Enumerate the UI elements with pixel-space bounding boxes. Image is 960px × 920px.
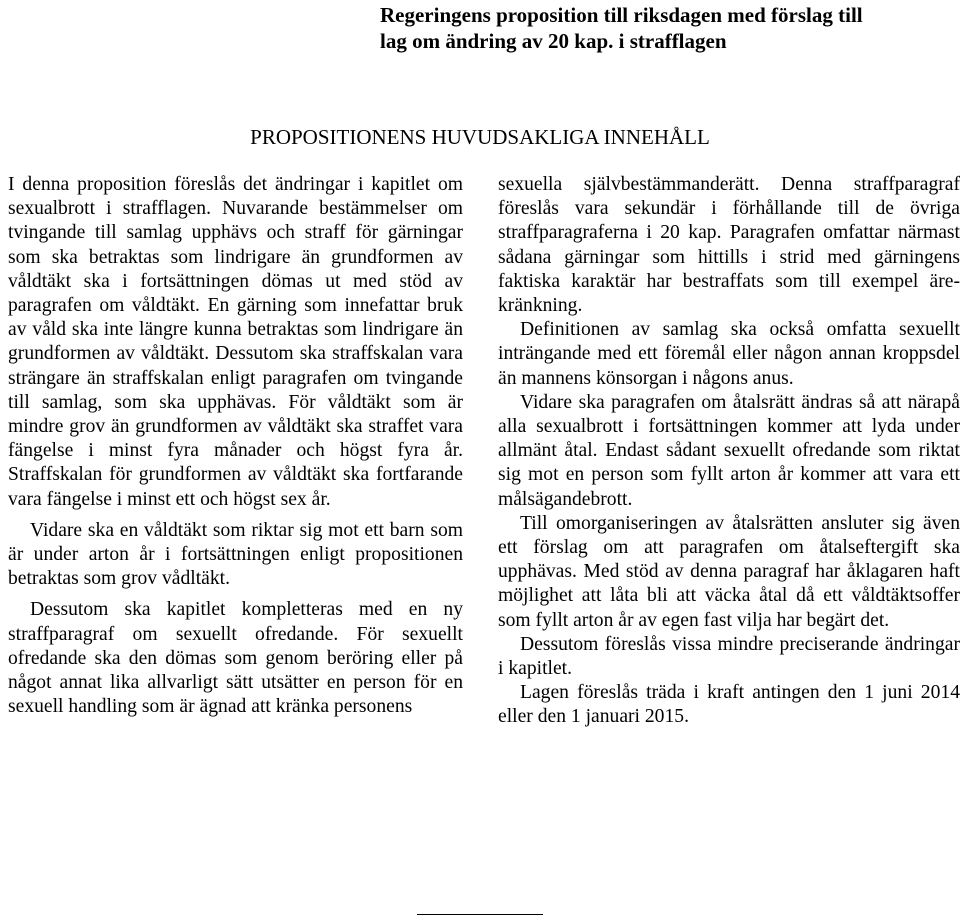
header-title-line-1: Regeringens proposition till riksdagen med förslag till	[380, 3, 863, 27]
right-column	[498, 173, 960, 730]
right-paragraph-2: Definitionen av samlag ska också omfatta sexuellt inträngande med ett föremål eller någon annan kroppsdel än mannens könsorgan i någons anus.	[498, 319, 960, 389]
left-paragraph-3: Dessutom ska kapitlet kompletteras med en ny straffparagraf om sexuellt ofredande. För sexuellt ofredande ska den dömas som genom beröring eller på något annat lika allvarligt sätt utsätter en person för en sexuell handling som är ägnad att kränka personens	[8, 599, 463, 718]
right-paragraph-6: Lagen föreslås träda i kraft antingen den 1 juni 2014 eller den 1 januari 2015.	[498, 682, 960, 728]
right-paragraph-5: Dessutom föreslås vissa mindre preciserande ändringar i kapitlet.	[498, 633, 960, 680]
footer-rule	[417, 914, 543, 915]
right-paragraph-1: sexuella självbestämmanderätt. Denna straffparagraf föreslås vara sekundär i förhållande till de övriga straffparagraferna i 20 kap. Paragrafen omfattar närmast sådana gärningar som hittills i strid med gärningens faktiska karaktär har bestraffats som till exempel ärekränkning.	[498, 174, 960, 317]
left-column	[8, 173, 463, 719]
right-paragraph-4: Till omorganiseringen av åtalsrätten ansluter sig även ett förslag om att paragrafen om åtalseftergift ska upphävas. Med stöd av denna paragraf har åklagaren haft möjlighet att låta bli att väcka åtal då ett våldtäktsoffer som fyllt arton år av egen fast vilja har begärt det.	[498, 512, 960, 631]
right-paragraph-3: Vidare ska paragrafen om åtalsrätt ändras så att närapå alla sexualbrott i fortsättningen kommer att lyda under allmänt åtal. Endast sådant sexuellt ofredande som riktat sig mot en person som fyllt arton år kommer att vara ett målsägandebrott.	[498, 391, 960, 510]
left-paragraph-2: Vidare ska en våldtäkt som riktar sig mot ett barn som är under arton år i fortsättningen enligt propositionen betraktas som grov vådltäkt.	[8, 519, 463, 590]
left-paragraph-1: I denna proposition föreslås det ändringar i kapitlet om sexualbrott i strafflagen. Nuvarande bestämmelser om tvingande till samlag upphävs och straff för gärningar som ska betraktas som lindrigare än grundformen av våldtäkt ska i fortsättningen dömas ut med stöd av paragrafen om våldtäkt. En gärning som innefattar bruk av våld ska inte längre kunna betraktas som lindrigare än grundformen av våldtäkt. Dessutom ska straffskalan vara strängare än straffskalan enligt paragrafen om tvingande till samlag, som ska upphävas. För våldtäkt som är mindre grov än grundformen av våldtäkt ska straffet vara fängelse i minst fyra månader och högst fyra år. Straffskalan för grundformen av våldtäkt ska fortfarande vara fängelse i minst ett och högst sex år.	[8, 174, 463, 510]
section-title: PROPOSITIONENS HUVUDSAKLIGA INNEHÅLL	[250, 125, 710, 149]
header-title-line-2: lag om ändring av 20 kap. i strafflagen	[380, 29, 727, 53]
document-header	[380, 2, 960, 54]
